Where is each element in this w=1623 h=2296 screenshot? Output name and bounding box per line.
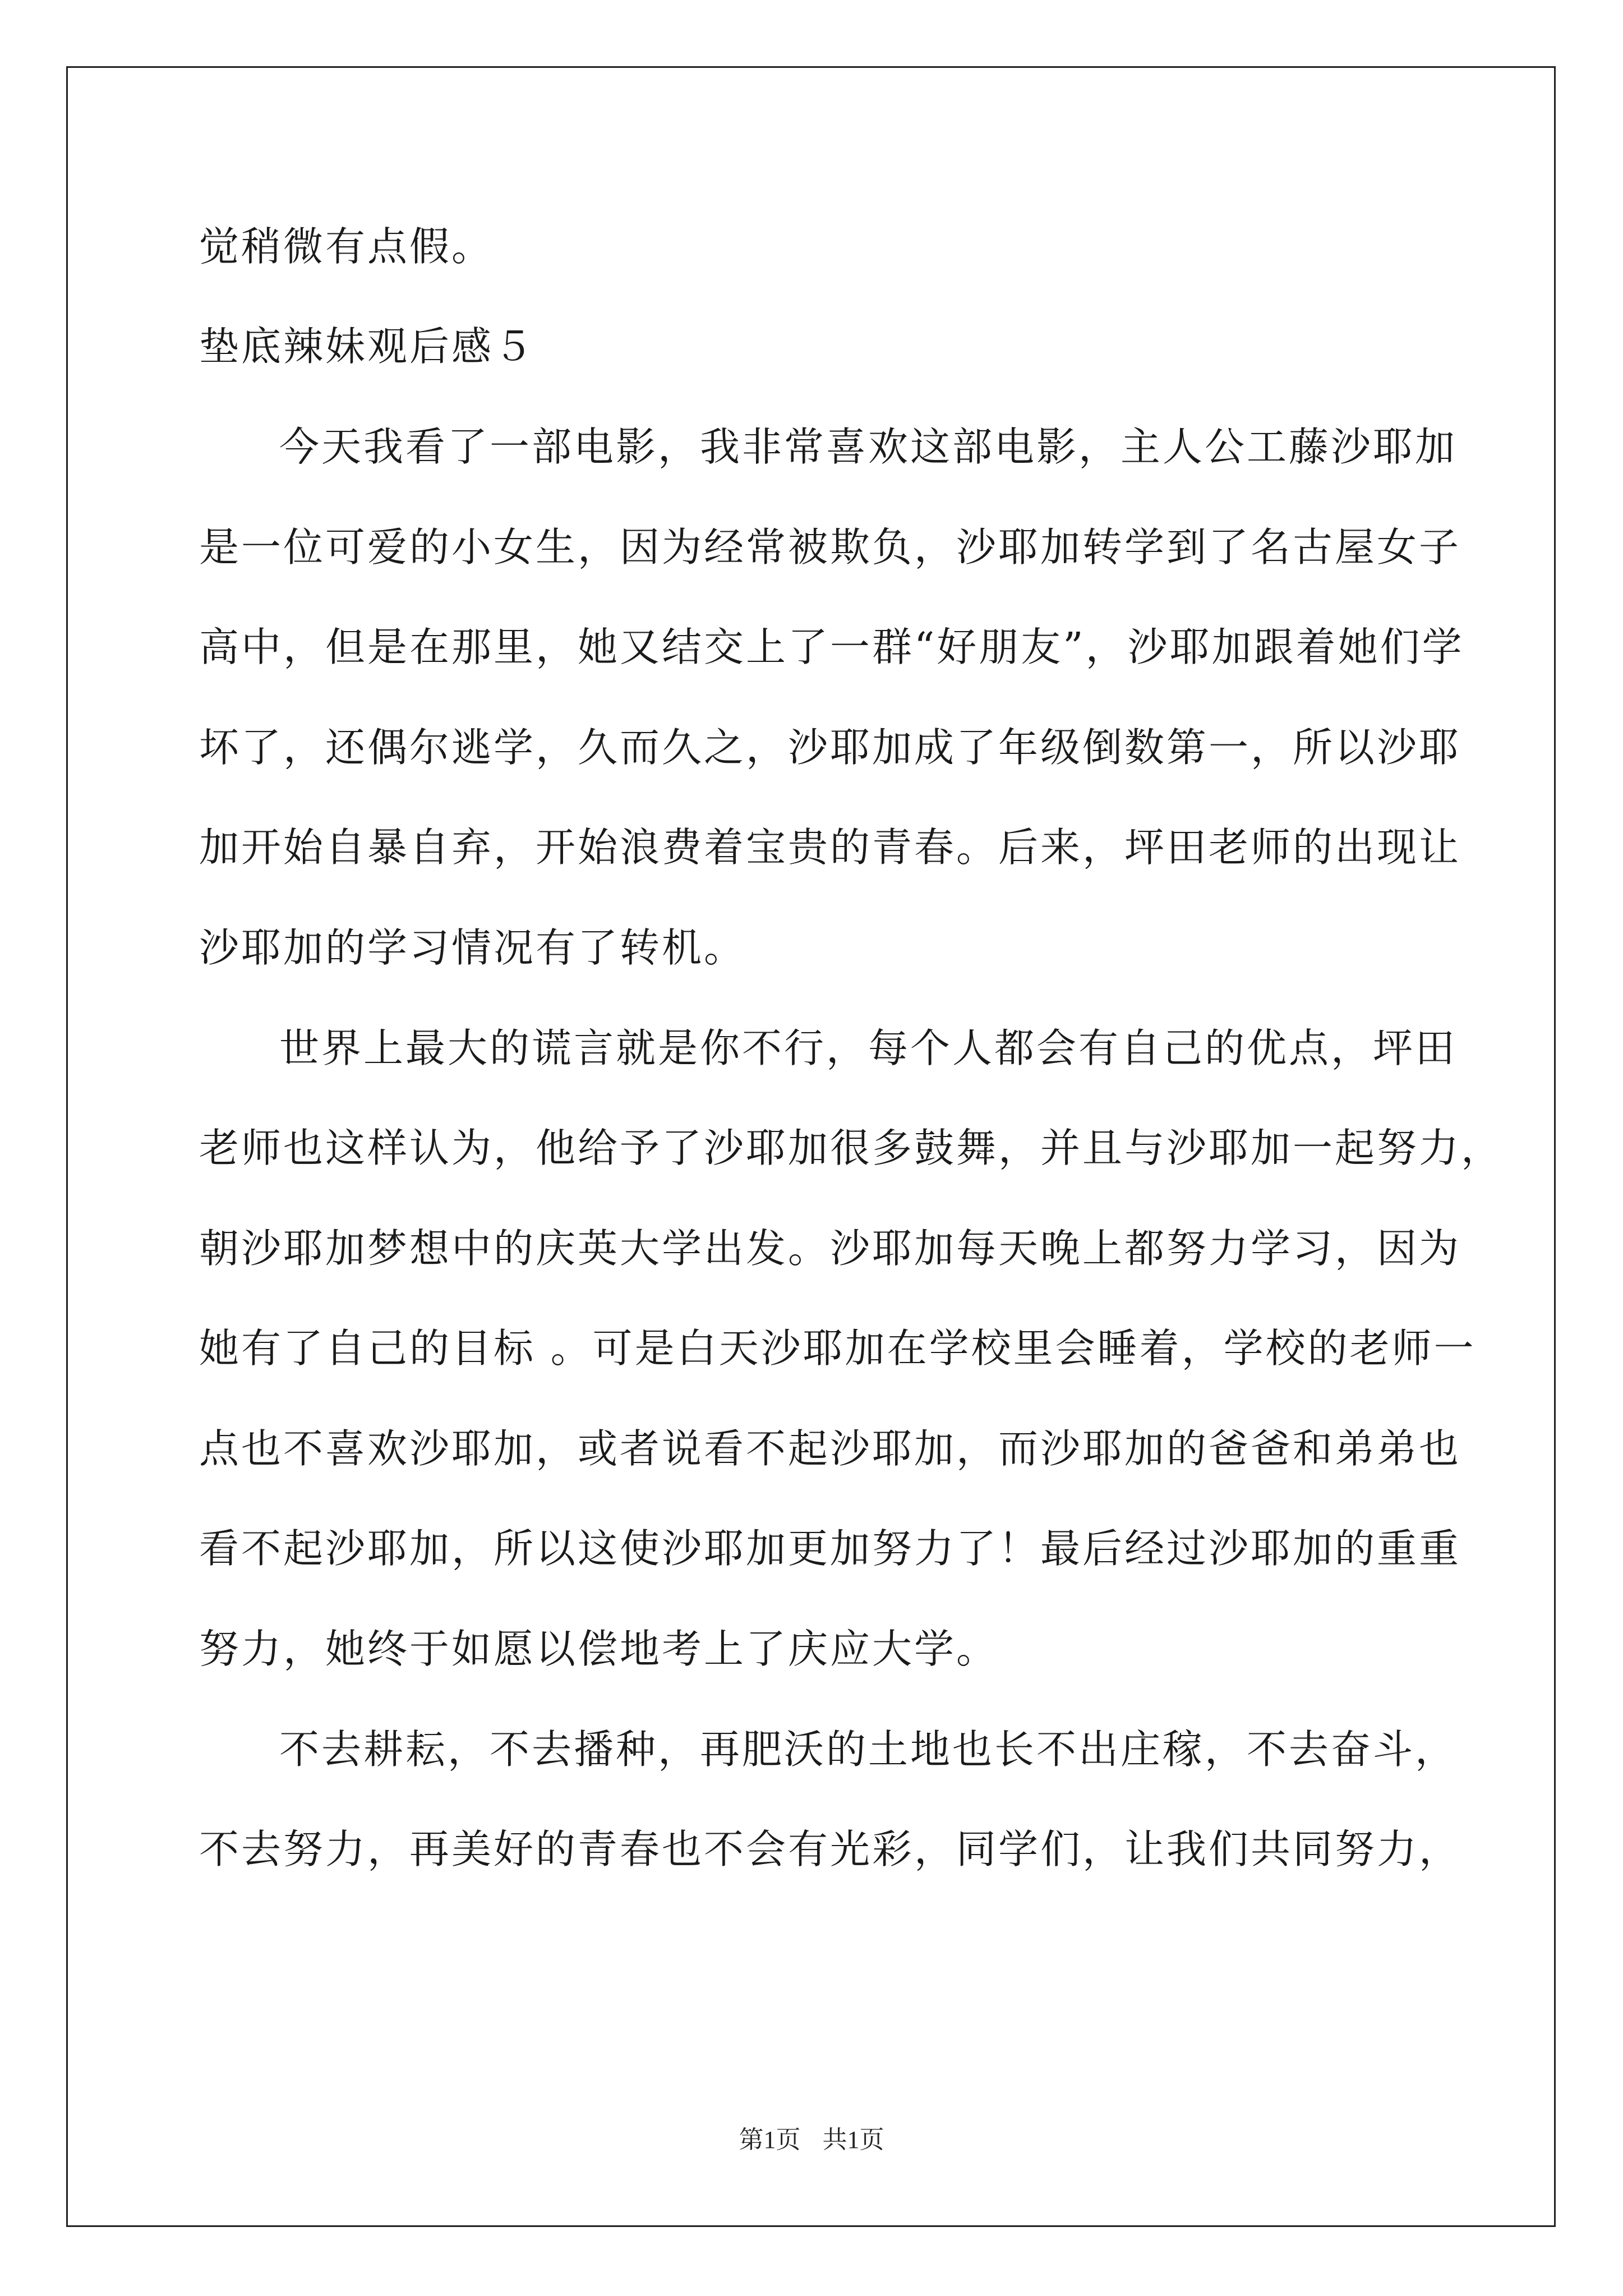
text-line: 努力，她终于如愿以偿地考上了庆应大学。 bbox=[199, 1626, 999, 1672]
text-line: 今天我看了一部电影，我非常喜欢这部电影，主人公工藤沙耶加 bbox=[279, 424, 1458, 470]
page-number: 第1页 bbox=[739, 2126, 801, 2154]
text-line: 点也不喜欢沙耶加，或者说看不起沙耶加，而沙耶加的爸爸和弟弟也 bbox=[199, 1425, 1461, 1472]
text-line: 坏了，还偶尔逃学，久而久之，沙耶加成了年级倒数第一，所以沙耶 bbox=[199, 724, 1461, 771]
text-line: 沙耶加的学习情况有了转机。 bbox=[199, 924, 746, 971]
text-line: 不去耕耘，不去播种，再肥沃的土地也长不出庄稼，不去奋斗， bbox=[279, 1726, 1458, 1773]
text-line: 看不起沙耶加，所以这使沙耶加更加努力了！最后经过沙耶加的重重 bbox=[199, 1525, 1461, 1572]
text-line: 世界上最大的谎言就是你不行，每个人都会有自己的优点，坪田 bbox=[279, 1025, 1458, 1071]
text-line: 她有了自己的目标 。可是白天沙耶加在学校里会睡着，学校的老师一 bbox=[199, 1325, 1476, 1372]
page-count: 共1页 bbox=[822, 2126, 884, 2154]
text-line: 是一位可爱的小女生，因为经常被欺负，沙耶加转学到了名古屋女子 bbox=[199, 524, 1461, 570]
text-line: 觉稍微有点假。 bbox=[199, 223, 494, 270]
section-heading: 垫底辣妹观后感５ bbox=[199, 323, 536, 370]
text-line: 老师也这样认为，他给予了沙耶加很多鼓舞，并且与沙耶加一起努力， bbox=[199, 1125, 1504, 1171]
page-footer bbox=[0, 2126, 1623, 2154]
text-line: 不去努力，再美好的青春也不会有光彩，同学们，让我们共同努力， bbox=[199, 1826, 1461, 1872]
text-line: 高中，但是在那里，她又结交上了一群“好朋友”，沙耶加跟着她们学 bbox=[199, 624, 1464, 670]
text-line: 朝沙耶加梦想中的庆英大学出发。沙耶加每天晚上都努力学习，因为 bbox=[199, 1225, 1461, 1272]
text-line: 加开始自暴自弃，开始浪费着宝贵的青春。后来，坪田老师的出现让 bbox=[199, 824, 1461, 871]
